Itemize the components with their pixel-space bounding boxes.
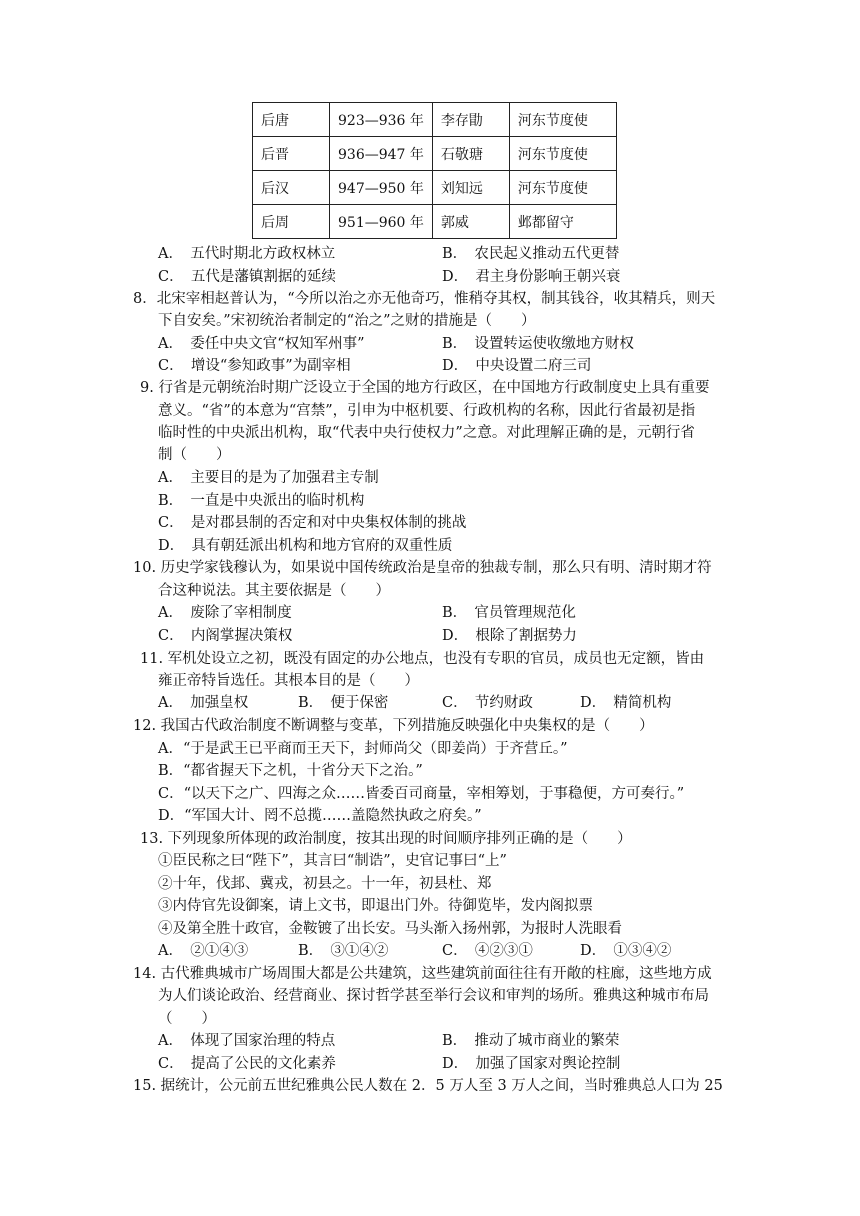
q13-option-c: C． ④②③① [442, 943, 533, 959]
q14-option-d: D． 加强了国家对舆论控制 [442, 1056, 621, 1072]
q7-option-c: C． 五代是藩镇割据的延续 [158, 269, 336, 285]
q8-stem-line2: 下自安矣。”宋初统治者制定的“治之”之财的措施是（ ） [158, 313, 536, 329]
q12-option-d: D．“军国大计、罔不总揽……盖隐然执政之府矣。” [158, 808, 482, 824]
q14-option-b: B． 推动了城市商业的繁荣 [442, 1033, 620, 1049]
q12-option-c: C．“以天下之广、四海之众……皆委百司商量，宰相筹划，于事稳便，方可奏行。” [158, 786, 685, 802]
q14-option-a: A． 体现了国家治理的特点 [158, 1033, 336, 1049]
q8-stem-line1: 8．北宋宰相赵普认为，“今所以治之亦无他奇巧，惟稍夺其权，制其钱谷，收其精兵，则天 [133, 291, 716, 307]
q8-option-b: B． 设置转运使收缴地方财权 [442, 336, 634, 352]
q15-stem-line1: 15. 据统计，公元前五世纪雅典公民人数在 2．5 万人至 3 万人之间，当时雅典总人口为 25 [133, 1078, 723, 1094]
q9-option-a: A． 主要目的是为了加强君主专制 [158, 470, 379, 486]
q9-option-b: B． 一直是中央派出的临时机构 [158, 493, 365, 509]
q12-option-b: B．“都省握天下之机，十省分天下之治。” [158, 763, 423, 779]
q12-stem-line1: 12. 我国古代政治制度不断调整与变革，下列措施反映强化中央集权的是（ ） [133, 718, 654, 734]
five-dynasties-table [252, 102, 617, 239]
q10-option-d: D． 根除了割据势力 [442, 628, 577, 644]
q10-option-c: C． 内阁掌握决策权 [158, 628, 293, 644]
q14-stem-line3: （ ） [158, 1011, 216, 1027]
table-cell: 郭威 [432, 205, 509, 239]
q10-option-a: A． 废除了宰相制度 [158, 605, 292, 621]
table-cell: 后唐 [253, 103, 330, 137]
q13-option-a: A． ②①④③ [158, 943, 249, 959]
q13-statement-4: ④及第全胜十政官，金鞍镀了出长安。马头渐入扬州郭，为报时人洗眼看 [158, 921, 622, 937]
table-cell: 951—960 年 [330, 205, 433, 239]
q10-stem-line2: 合这种说法。其主要依据是（ ） [158, 583, 390, 599]
q14-option-c: C． 提高了公民的文化素养 [158, 1056, 336, 1072]
q10-stem-line1: 10. 历史学家钱穆认为，如果说中国传统政治是皇帝的独裁专制，那么只有明、清时期才符 [133, 560, 712, 576]
q8-option-a: A． 委任中央文官“权知军州事” [158, 336, 365, 352]
q13-option-b: B． ③①④② [298, 943, 389, 959]
table-cell: 923—936 年 [330, 103, 433, 137]
table-cell: 936—947 年 [330, 137, 433, 171]
q13-stem-line1: 13. 下列现象所体现的政治制度，按其出现的时间顺序排列正确的是（ ） [140, 831, 632, 847]
q11-option-d: D． 精简机构 [580, 695, 672, 711]
q12-option-a: A．“于是武王已平商而王天下，封师尚父（即姜尚）于齐营丘。” [158, 741, 568, 757]
q7-option-a: A． 五代时期北方政权林立 [158, 246, 336, 262]
table-cell: 邺都留守 [509, 205, 616, 239]
q9-stem-line2: 意义。“省”的本意为“宫禁”，引申为中枢机要、行政机构的名称，因此行省最初是指 [158, 403, 696, 419]
table-row [253, 205, 617, 239]
q13-option-d: D． ①③④② [580, 943, 672, 959]
q9-option-c: C． 是对郡县制的否定和对中央集权体制的挑战 [158, 515, 467, 531]
table-cell: 河东节度使 [509, 103, 616, 137]
q11-option-a: A． 加强皇权 [158, 695, 249, 711]
q8-option-d: D． 中央设置二府三司 [442, 358, 592, 374]
q13-statement-3: ③内侍官先设御案，请上文书，即退出门外。待御览毕，发内阁拟票 [158, 898, 593, 914]
q11-stem-line1: 11. 军机处设立之初，既没有固定的办公地点，也没有专职的官员，成员也无定额，皆由 [140, 651, 705, 667]
table-row [253, 137, 617, 171]
table-row [253, 103, 617, 137]
table-cell: 河东节度使 [509, 171, 616, 205]
q13-statement-1: ①臣民称之曰“陛下”，其言曰“制诰”，史官记事曰“上” [158, 853, 507, 869]
q14-stem-line2: 为人们谈论政治、经营商业、探讨哲学甚至举行会议和审判的场所。雅典这种城市布局 [158, 988, 709, 1004]
q11-option-c: C． 节约财政 [442, 695, 533, 711]
q10-option-b: B． 官员管理规范化 [442, 605, 576, 621]
q9-stem-line3: 临时性的中央派出机构，取“代表中央行使权力”之意。对此理解正确的是，元朝行省 [158, 425, 695, 441]
q9-stem-line1: 9. 行省是元朝统治时期广泛设立于全国的地方行政区，在中国地方行政制度史上具有重要 [140, 380, 710, 396]
table-cell: 947—950 年 [330, 171, 433, 205]
q9-stem-line4: 制（ ） [158, 447, 231, 463]
table-cell: 刘知远 [432, 171, 509, 205]
q11-stem-line2: 雍正帝特旨选任。其根本目的是（ ） [158, 673, 419, 689]
table-cell: 后晋 [253, 137, 330, 171]
q7-option-d: D． 君主身份影响王朝兴衰 [442, 269, 621, 285]
q11-option-b: B． 便于保密 [298, 695, 389, 711]
q7-option-b: B． 农民起义推动五代更替 [442, 246, 620, 262]
q14-stem-line1: 14. 古代雅典城市广场周围大都是公共建筑，这些建筑前面往往有开敞的柱廊，这些地方成 [133, 966, 712, 982]
table-cell: 后周 [253, 205, 330, 239]
q8-option-c: C． 增设“参知政事”为副宰相 [158, 358, 351, 374]
table-cell: 后汉 [253, 171, 330, 205]
q9-option-d: D． 具有朝廷派出机构和地方官府的双重性质 [158, 538, 453, 554]
table-cell: 李存勖 [432, 103, 509, 137]
table-row [253, 171, 617, 205]
table-cell: 石敬瑭 [432, 137, 509, 171]
q13-statement-2: ②十年，伐邽、冀戎，初县之。十一年，初县杜、郑 [158, 876, 492, 892]
table-cell: 河东节度使 [509, 137, 616, 171]
